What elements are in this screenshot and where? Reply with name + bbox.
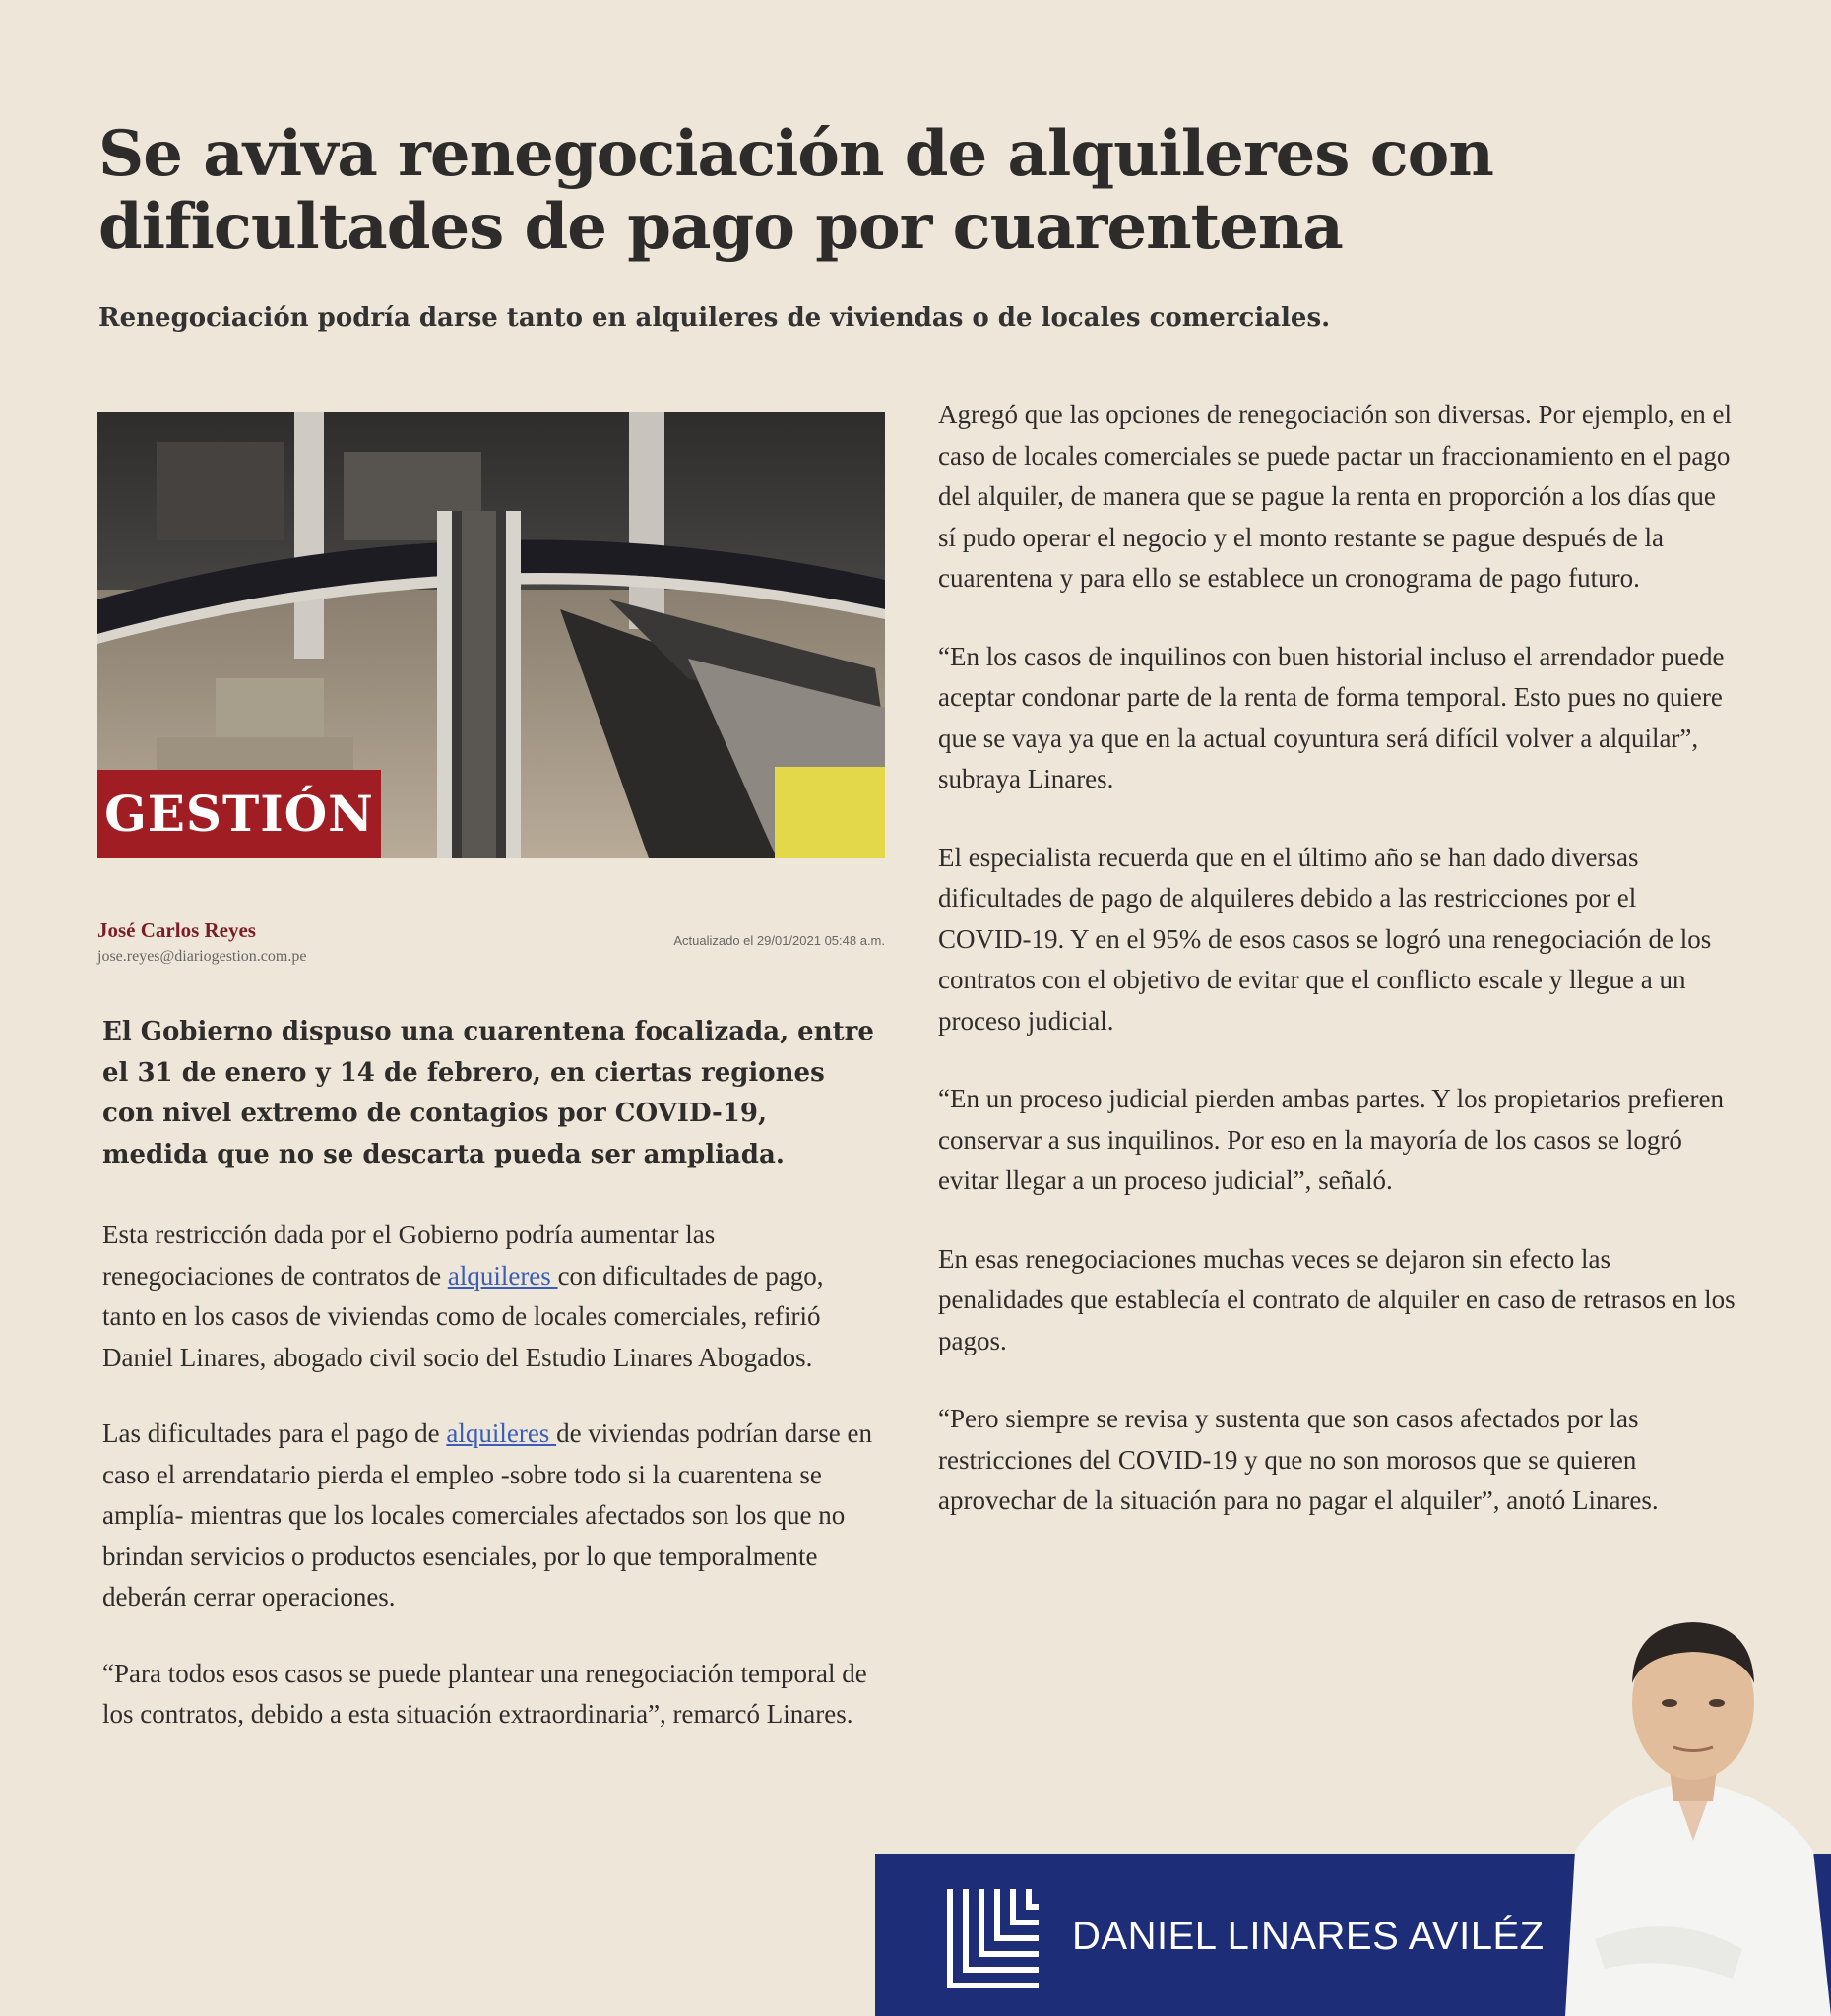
alquileres-link-1[interactable]: alquileres [447,1260,558,1291]
paragraph-2 [102,1414,880,1618]
article-photo [97,412,885,858]
paragraph-1-before: Esta restricción dada por el Gobierno podría aumentar las renegociaciones de contratos de [102,1220,716,1291]
article-body-right [938,395,1736,1559]
lawyer-portrait [1555,1614,1831,2016]
paragraph-1-after: con dificultades de pago, tanto en los casos de viviendas como de locales comerciales, refirió Daniel Linares, abogado civil socio del Estudio Linares Abogados. [102,1260,824,1372]
paragraph-1 [102,1215,880,1378]
law-firm-logo-icon [944,1889,1042,1991]
paragraph-2-after: de viviendas podrían darse en caso el arrendatario pierda el empleo -sobre todo si la cuarentena se amplía- mientras que los locales comerciales afectados son los que no brindan servicios o productos esenciales, por lo que temporalmente deberán cerrar operaciones. [102,1418,872,1611]
right-paragraph-5: En esas renegociaciones muchas veces se dejaron sin efecto las penalidades que establecía el contrato de alquiler en caso de retrasos en los pagos. [938,1243,1736,1355]
article-lead: El Gobierno dispuso una cuarentena focalizada, entre el 31 de enero y 14 de febrero, en ciertas regiones con nivel extremo de contagios por COVID-19, medida que no se descarta pueda ser ampliada. [102,1017,874,1169]
right-paragraph-3: El especialista recuerda que en el último año se han dado diversas dificultades de pago de alquileres debido a las restricciones por el COVID-19. Y en el 95% de esos casos se logró una renegociación de los contratos con el objetivo de evitar que el conflicto escale y llegue a un proceso judicial. [938,842,1712,1036]
right-paragraph-1: Agregó que las opciones de renegociación son diversas. Por ejemplo, en el caso de locales comerciales se puede pactar un fraccionamiento en el pago del alquiler, de manera que se pague la renta en proporción a los días que sí pudo operar el negocio y el monto restante se pague después de la cuarentena y para ello se establece un cronograma de pago futuro. [938,400,1733,593]
alquileres-link-2[interactable]: alquileres [446,1418,557,1448]
paragraph-3: “Para todos esos casos se puede plantear una renegociación temporal de los contratos, debido a esta situación extraordinaria”, remarcó Linares. [102,1658,867,1729]
right-paragraph-4: “En un proceso judicial pierden ambas partes. Y los propietarios prefieren conservar a sus inquilinos. Por eso en la mayoría de los casos se logró evitar llegar a un proceso judicial”, señaló. [938,1084,1724,1195]
article-subheadline: Renegociación podría darse tanto en alquileres de viviendas o de locales comerciales. [98,303,1331,333]
author-name[interactable]: José Carlos Reyes [97,918,256,942]
paragraph-2-before: Las dificultades para el pago de [102,1418,447,1448]
lawyer-name: DANIEL LINARES AVILÉZ [1072,1915,1545,1958]
article-body-left [102,1012,880,1771]
gestion-logo-badge: GESTIÓN [97,770,381,858]
right-paragraph-2: “En los casos de inquilinos con buen historial incluso el arrendador puede aceptar condonar parte de la renta de forma temporal. Esto pues no quiere que se vaya ya que en la actual coyuntura será difícil volver a alquilar”, subraya Linares. [938,641,1725,793]
article-headline: Se aviva renegociación de alquileres con dificultades de pago por cuarentena [98,117,1493,264]
right-paragraph-6: “Pero siempre se revisa y sustenta que son casos afectados por las restricciones del COVID-19 y que no son morosos que se quieren aprovechar de la situación para no pagar el alquiler”, anotó Linares. [938,1404,1659,1515]
updated-timestamp: Actualizado el 29/01/2021 05:48 a.m. [673,933,885,948]
author-email[interactable]: jose.reyes@diariogestion.com.pe [97,948,307,965]
